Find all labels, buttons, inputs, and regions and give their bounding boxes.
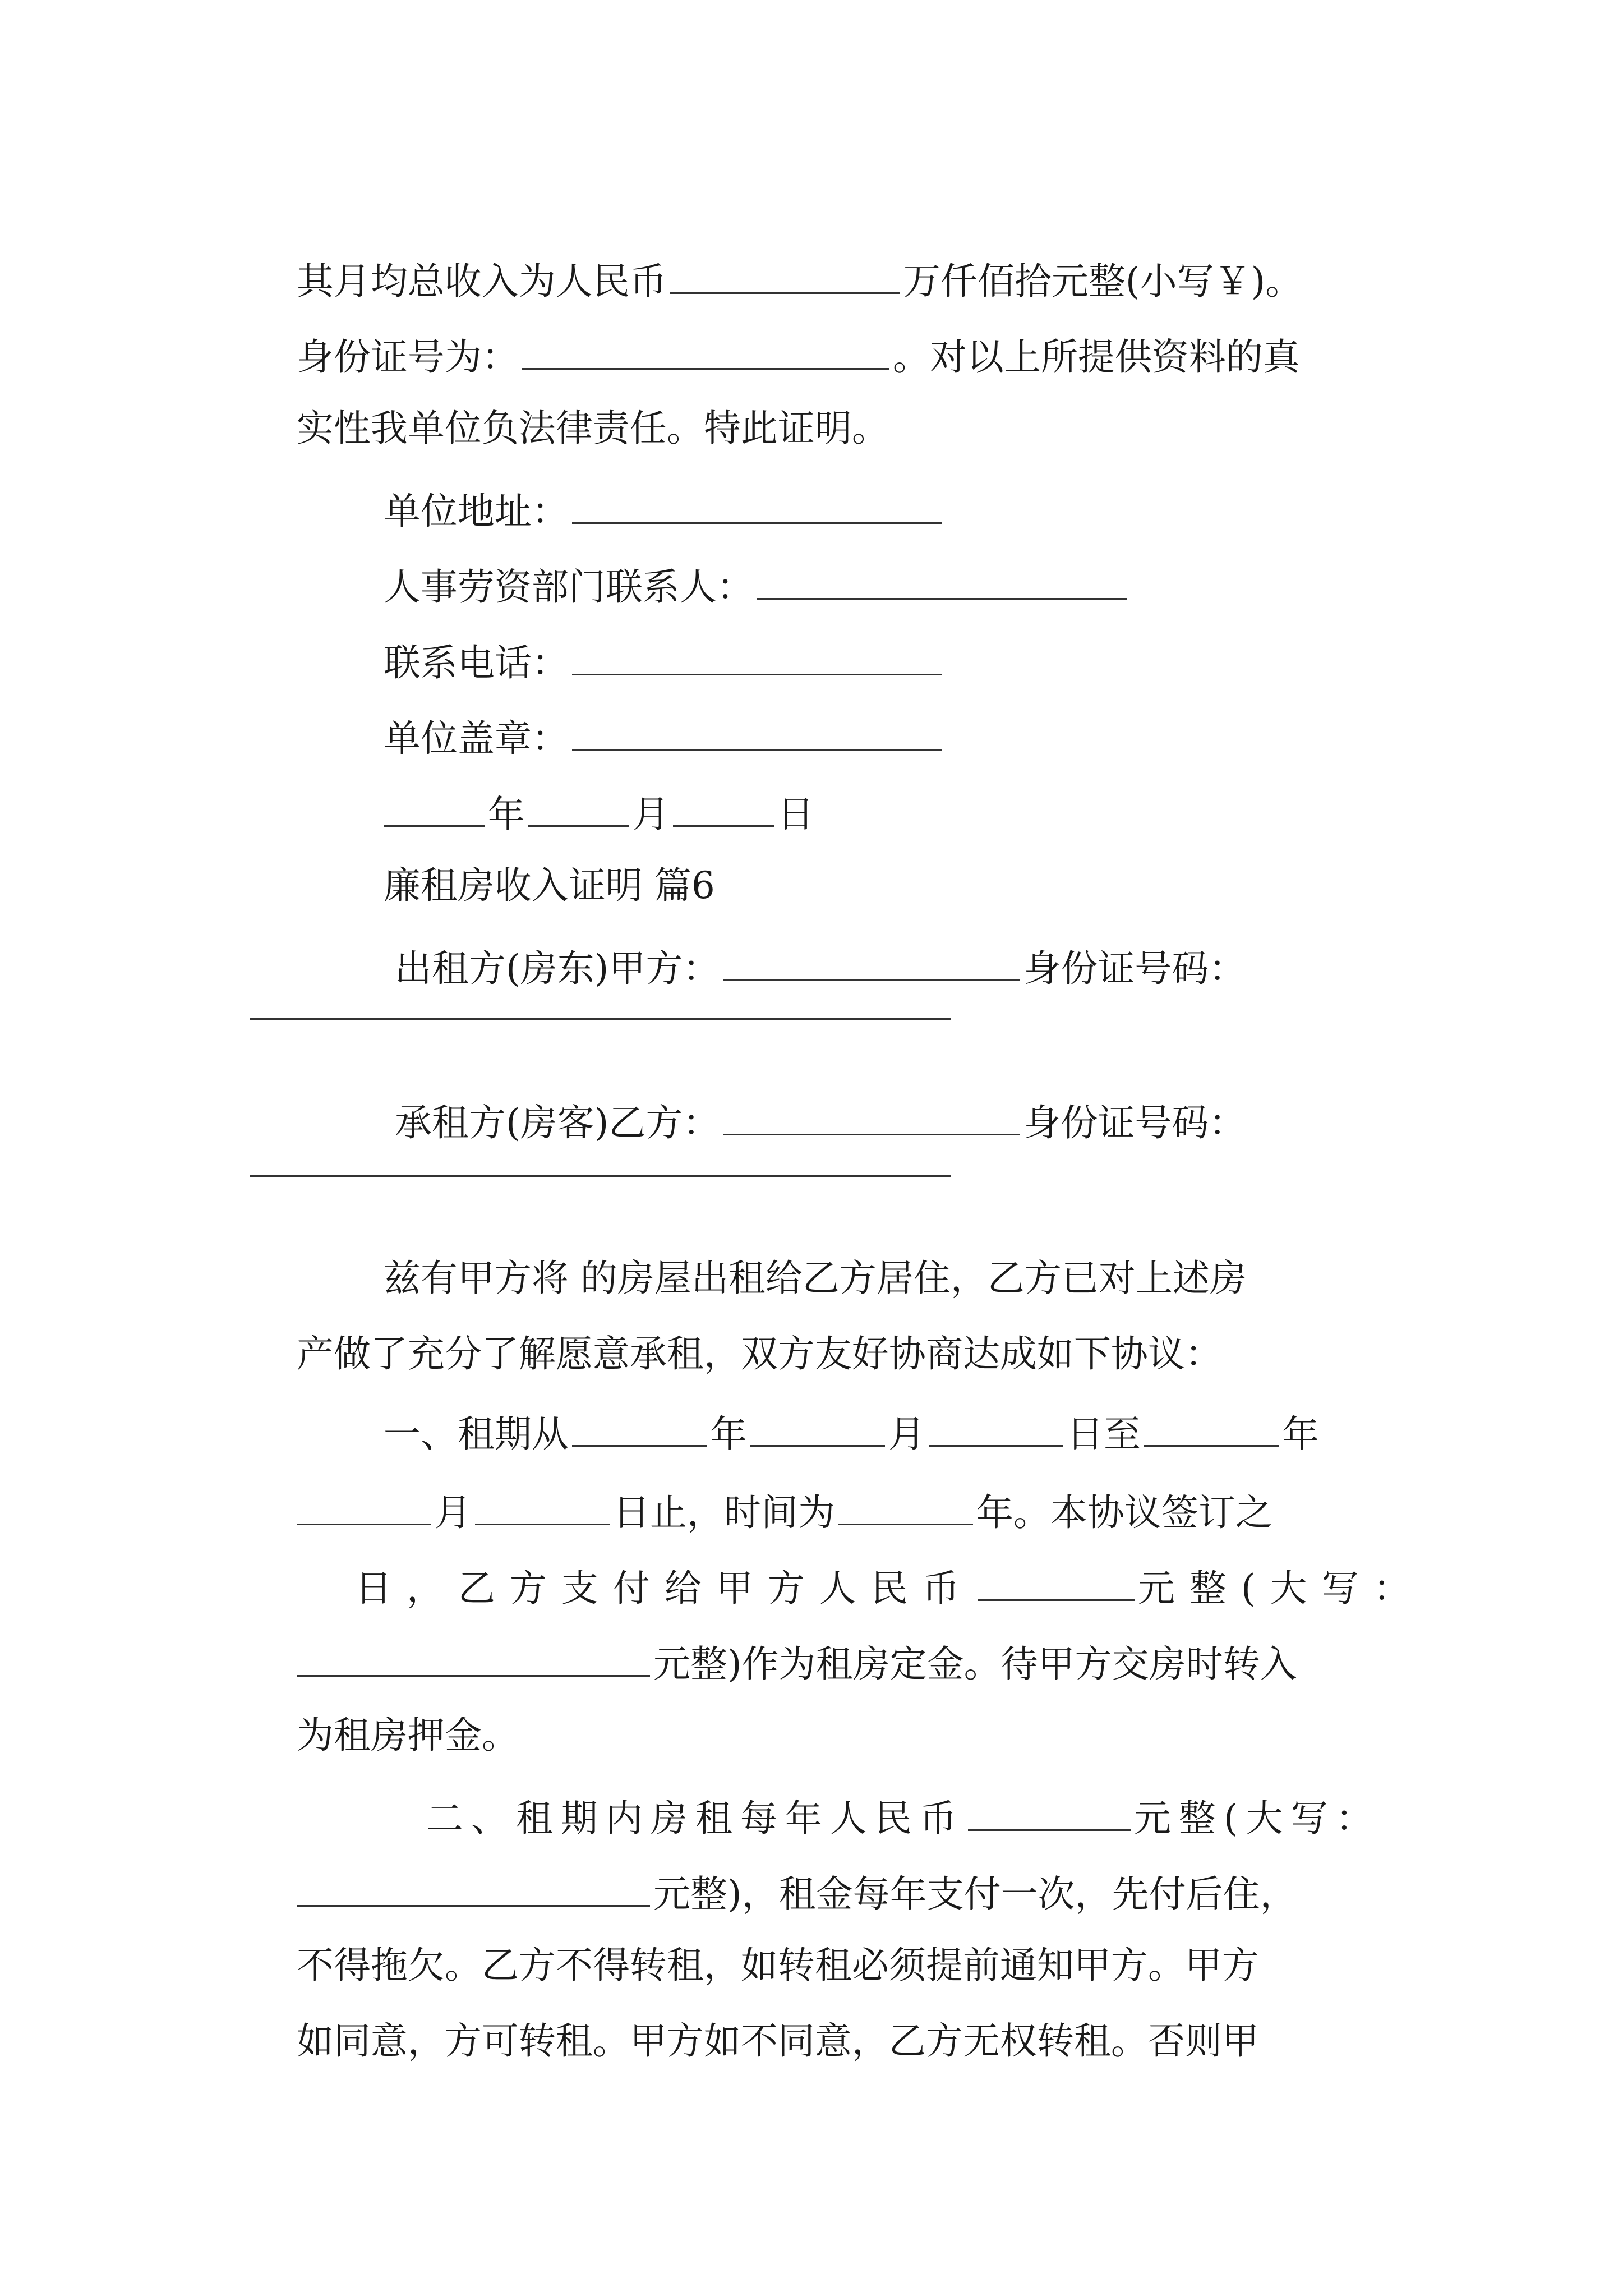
blank-field[interactable] [297,1641,650,1677]
seal-label: 单位盖章： [383,717,569,760]
year-label: 年 [487,793,525,836]
lessee-label: 承租方(房客)乙方： [394,1101,720,1144]
text: 元整)，租金每年支付一次，先付后住， [653,1872,1297,1916]
day-label: 日 [777,793,814,836]
address-blank[interactable] [572,489,942,524]
text: 兹有甲方将 的房屋出租给乙方居住，乙方已对上述房 [383,1257,1247,1300]
text: 日，乙方支付给甲方人民币 [354,1567,974,1610]
heading-text: 廉租房收入证明 篇6 [383,864,715,907]
lessor-id-blank[interactable] [250,1018,951,1020]
text: 不得拖欠。乙方不得转租，如转租必须提前通知甲方。甲方 [296,1944,1259,1987]
text: 日至 [1066,1412,1141,1456]
phone-label: 联系电话： [383,641,569,684]
blank-field[interactable] [522,334,889,370]
year-blank[interactable] [384,792,485,827]
text: 元整)作为租房定金。待甲方交房时转入 [653,1642,1297,1686]
text: 为租房押金。 [296,1714,519,1757]
blank-field[interactable] [297,1871,650,1907]
blank-field[interactable] [968,1796,1131,1831]
blank-field[interactable] [838,1490,973,1525]
lessor-label: 出租方(房东)甲方： [394,947,720,990]
phone-blank[interactable] [572,640,942,675]
blank-field[interactable] [475,1490,610,1525]
text: 年 [709,1412,747,1456]
text: 实性我单位负法律责任。特此证明。 [296,407,889,450]
month-label: 月 [632,793,670,836]
address-label: 单位地址： [383,490,569,533]
hr-contact-blank[interactable] [757,564,1127,600]
lessor-blank[interactable] [723,946,1020,981]
blank-field[interactable] [1144,1411,1279,1447]
lessee-line [348,1063,1246,1179]
month-blank[interactable] [528,792,629,827]
text: 年 [1281,1412,1319,1456]
text: 月 [888,1412,925,1456]
hr-contact-label: 人事劳资部门联系人： [383,565,754,609]
text: 日止，时间为 [612,1491,835,1534]
lessor-id-label: 身份证号码： [1023,947,1246,990]
text: 年。本协议签订之 [976,1491,1272,1534]
blank-field[interactable] [670,259,900,294]
text: 二、租期内房租每年人民币 [426,1797,965,1840]
text: 其月均总收入为人民币 [296,260,667,303]
lessor-line [348,909,1246,1024]
text: 如同意，方可转租。甲方如不同意，乙方无权转租。否则甲 [296,2019,1259,2063]
blank-field[interactable] [978,1566,1135,1601]
text: 元整(大写： [1133,1797,1381,1840]
blank-field[interactable] [572,1411,707,1447]
clause-2-line [250,1986,1259,2097]
text: 元整(大写： [1137,1567,1425,1610]
lessee-id-blank[interactable] [250,1175,951,1177]
blank-field[interactable] [750,1411,885,1447]
lessee-blank[interactable] [723,1100,1020,1135]
blank-field[interactable] [297,1490,431,1525]
text: 身份证号为： [296,335,519,379]
day-blank[interactable] [673,792,774,827]
text: 产做了充分了解愿意承租，双方友好协商达成如下协议： [296,1332,1222,1375]
blank-field[interactable] [929,1411,1063,1447]
text: 万仟佰拾元整(小写￥)。 [903,260,1303,303]
text: 。对以上所提供资料的真 [892,335,1300,379]
lessee-id-label: 身份证号码： [1023,1101,1246,1144]
text: 一、租期从 [383,1412,569,1456]
seal-blank[interactable] [572,716,942,751]
text: 月 [434,1491,472,1534]
